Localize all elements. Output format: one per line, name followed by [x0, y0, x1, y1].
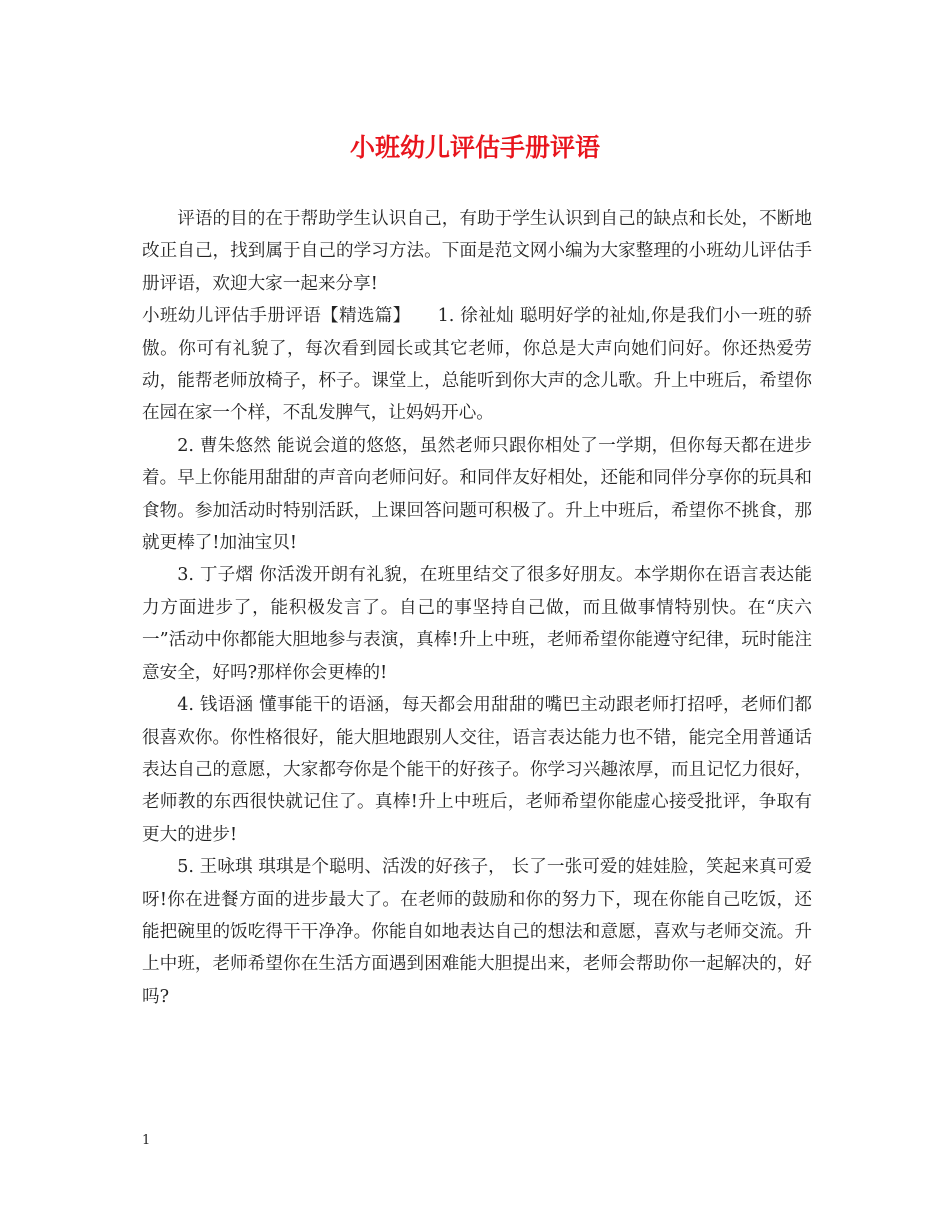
- page-number: 1: [142, 1133, 151, 1148]
- comment-paragraph-2: 2. 曹朱悠然 能说会道的悠悠，虽然老师只跟你相处了一学期，但你每天都在进步着。早上你能用甜甜的声音向老师问好。和同伴友好相处，还能和同伴分享你的玩具和食物。参加活动时特别活跃，上课回答问题可积极了。升上中班后，希望你不挑食，那就更棒了!加油宝贝!: [142, 435, 812, 554]
- document-body: [142, 203, 812, 1013]
- comment-paragraph-5: 5. 王咏琪 琪琪是个聪明、活泼的好孩子， 长了一张可爱的娃娃脸，笑起来真可爱呀!你在进餐方面的进步最大了。在老师的鼓励和你的努力下，现在你能自己吃饭，还能把碗里的饭吃得干干净净。你能自如地表达自己的想法和意愿，喜欢与老师交流。升上中班，老师希望你在生活方面遇到困难能大胆提出来，老师会帮助你一起解决的，好吗?: [142, 857, 812, 1007]
- document-title: 小班幼儿评估手册评语: [349, 133, 600, 162]
- comment-paragraph-4: 4. 钱语涵 懂事能干的语涵，每天都会用甜甜的嘴巴主动跟老师打招呼，老师们都很喜欢你。你性格很好，能大胆地跟别人交往，语言表达能力也不错，能完全用普通话表达自己的意愿，大家都夸你是个能干的好孩子。你学习兴趣浓厚，而且记忆力很好，老师教的东西很快就记住了。真棒!升上中班后，老师希望你能虚心接受批评，争取有更大的进步!: [142, 695, 812, 845]
- section-heading-paragraph: 小班幼儿评估手册评语【精选篇】 1. 徐祉灿 聪明好学的祉灿,你是我们小一班的骄傲。你可有礼貌了，每次看到园长或其它老师，你总是大声向她们问好。你还热爱劳动，能帮老师放椅子，杯子。课堂上，总能听到你大声的念儿歌。升上中班后，希望你在园在家一个样，不乱发脾气，让妈妈开心。: [142, 306, 812, 424]
- comment-paragraph-3: 3. 丁子熠 你活泼开朗有礼貌，在班里结交了很多好朋友。本学期你在语言表达能力方面进步了，能积极发言了。自己的事坚持自己做，而且做事情特别快。在“庆六一”活动中你都能大胆地参与表演，真棒!升上中班，老师希望你能遵守纪律，玩时能注意安全，好吗?那样你会更棒的!: [142, 565, 812, 683]
- intro-paragraph: 评语的目的在于帮助学生认识自己，有助于学生认识到自己的缺点和长处，不断地改正自己，找到属于自己的学习方法。下面是范文网小编为大家整理的小班幼儿评估手册评语，欢迎大家一起来分享!: [142, 209, 812, 294]
